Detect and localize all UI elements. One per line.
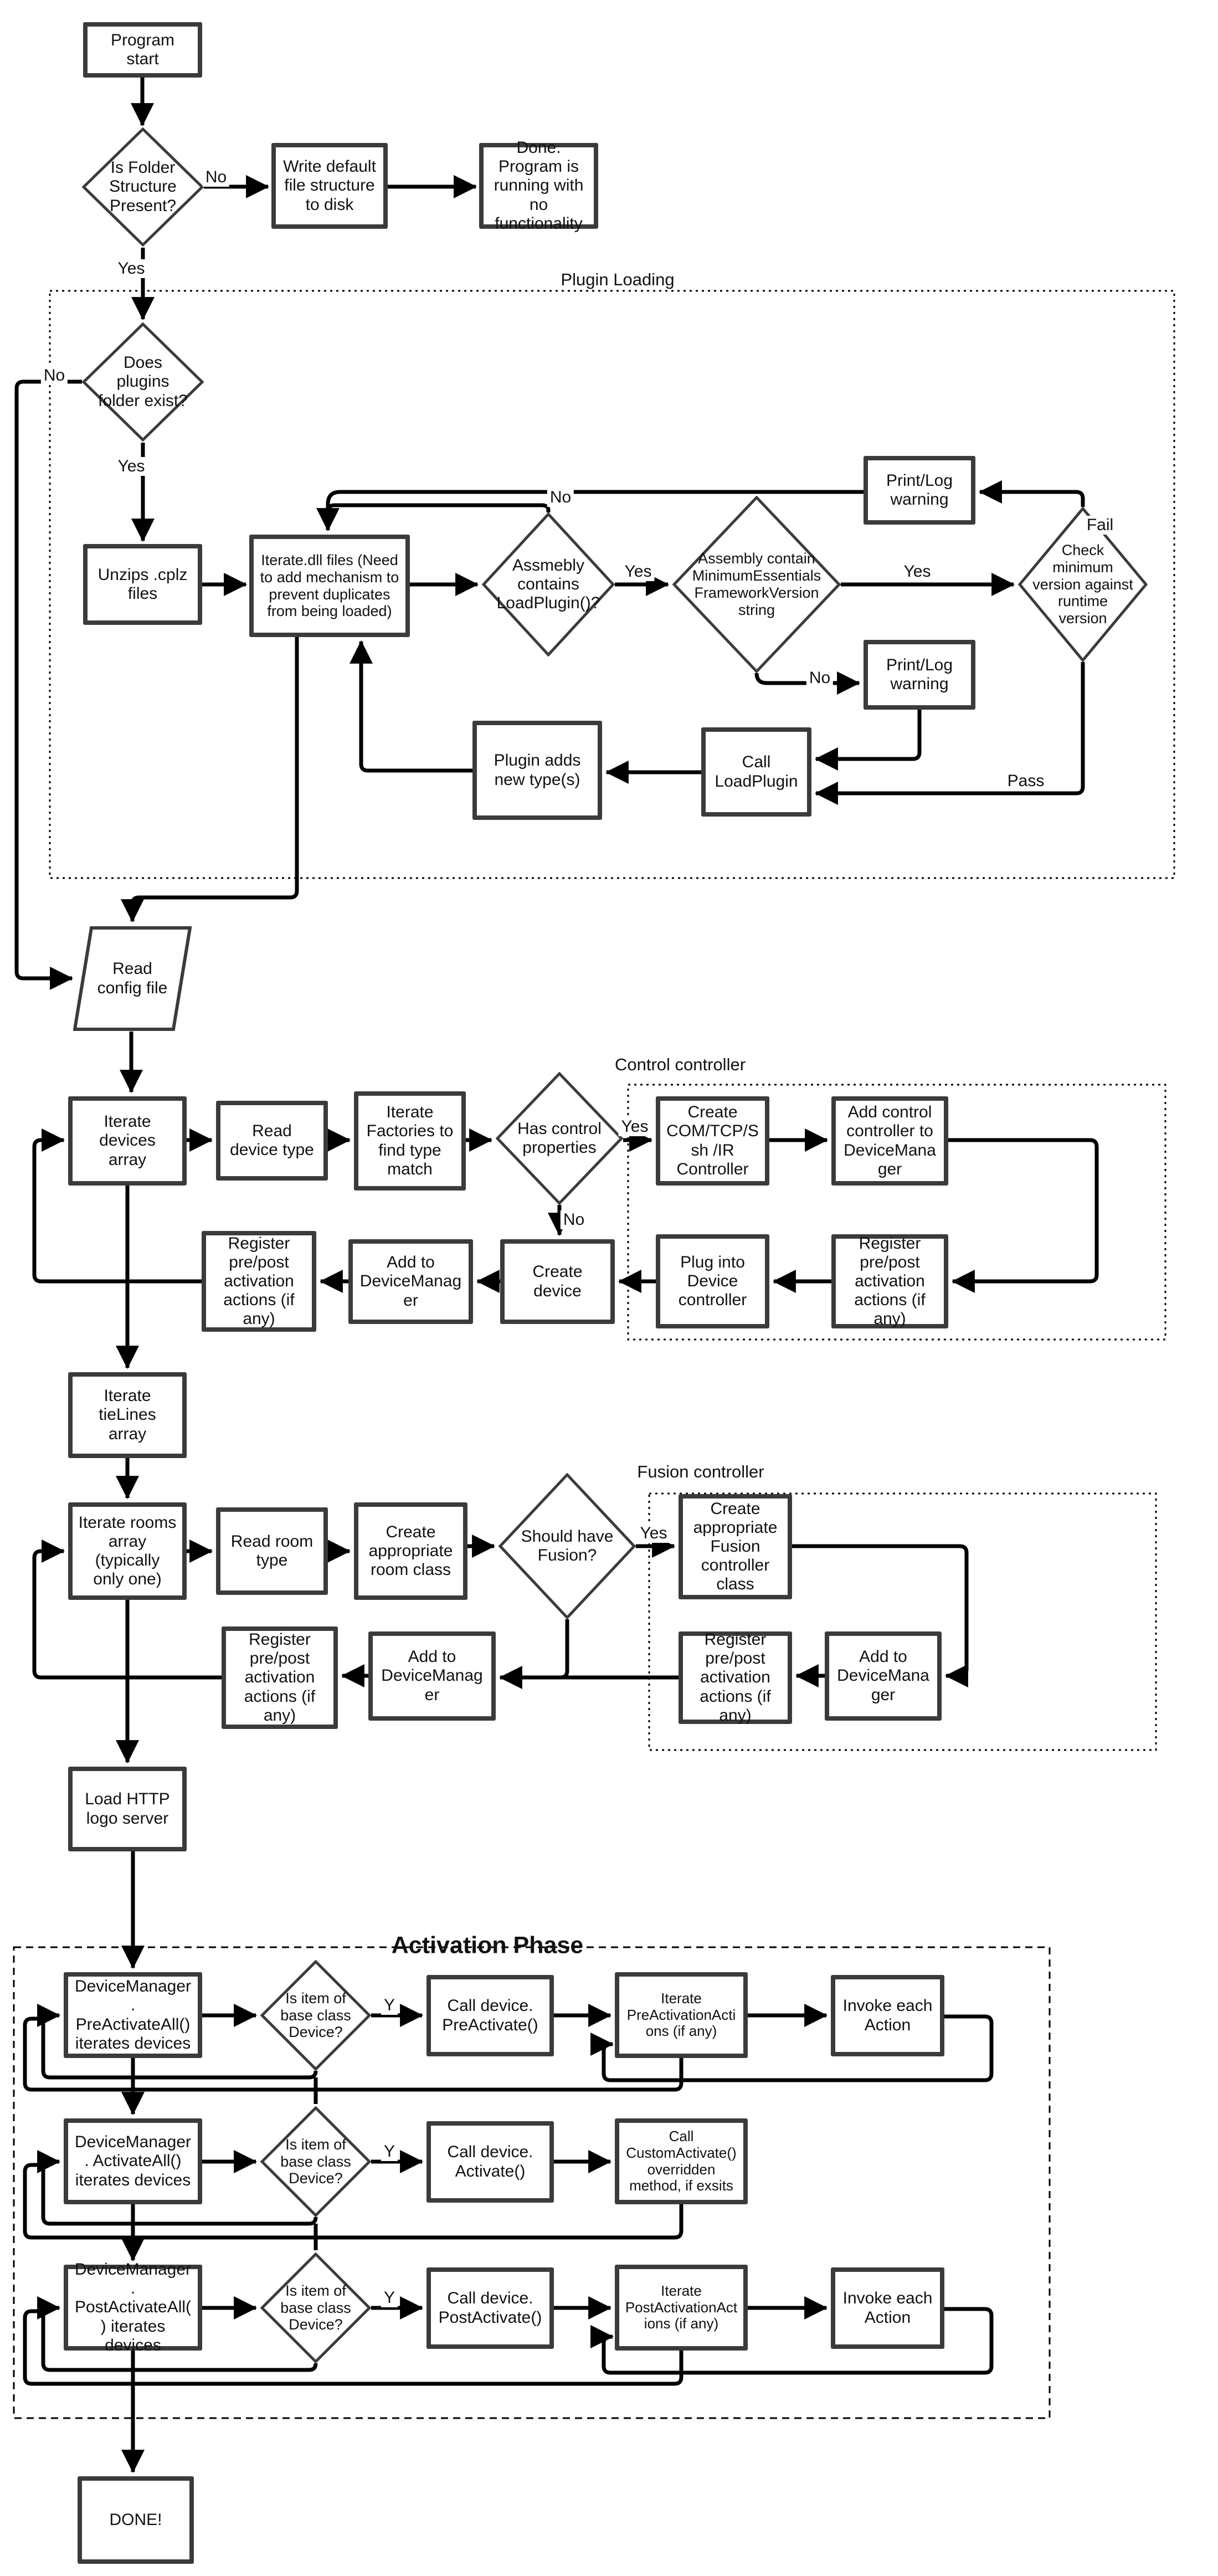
fusion-controller-title: Fusion controller bbox=[637, 1462, 764, 1481]
node-iterate-factories bbox=[354, 1091, 466, 1190]
edge-label-no-11: No bbox=[561, 1210, 587, 1229]
node-label: Done. Program is running with no functionality bbox=[494, 138, 584, 233]
node-label: Invoke each Action bbox=[842, 2289, 933, 2327]
node-print-log-warning-1 bbox=[864, 456, 975, 525]
node-create-appropriate-room-class bbox=[354, 1502, 467, 1600]
node-is-folder-structure-present bbox=[82, 127, 204, 247]
node-done bbox=[78, 2476, 194, 2564]
edge-plugins-no-loop bbox=[17, 382, 82, 978]
node-label: Read device type bbox=[230, 1121, 314, 1159]
edge-label-yes-6: Yes bbox=[901, 562, 934, 581]
node-label: Register pre/post activation actions (if any) bbox=[244, 1630, 316, 1725]
node-label: Register pre/post activation actions (if any) bbox=[854, 1234, 926, 1328]
node-has-control-properties bbox=[496, 1072, 623, 1205]
node-iterate-dll-files bbox=[249, 535, 410, 637]
node-label: DeviceManager. PreActivateAll() iterates devices bbox=[74, 1977, 192, 2052]
node-label: Iterate rooms array (typically only one) bbox=[78, 1513, 177, 1589]
edge-assembly-no-loop bbox=[328, 505, 548, 512]
node-label: Register pre/post activation actions (if any) bbox=[223, 1234, 295, 1328]
edge-label-yes-5: Yes bbox=[622, 562, 655, 581]
edge-label-no-4: No bbox=[547, 488, 574, 507]
node-plug-into-device-controller bbox=[656, 1234, 769, 1328]
node-label: Program start bbox=[110, 30, 175, 68]
node-label: Is item of base class Device? bbox=[280, 2282, 351, 2333]
node-assembly-contains-minversion bbox=[672, 496, 841, 673]
node-register-prepost-rooms bbox=[222, 1626, 338, 1729]
node-load-http-logo-server bbox=[68, 1767, 187, 1851]
node-call-loadplugin bbox=[701, 727, 811, 817]
node-call-device-activate bbox=[426, 2121, 554, 2203]
node-iterate-tielines-array bbox=[68, 1372, 187, 1458]
node-label: Plugin adds new type(s) bbox=[494, 751, 581, 789]
node-label: Register pre/post activation actions (if any) bbox=[700, 1630, 771, 1725]
node-label: DeviceManager. PostActivateAll() iterates devices bbox=[74, 2260, 192, 2354]
node-label: Print/Log warning bbox=[886, 471, 953, 509]
node-read-config-file bbox=[73, 926, 192, 1032]
node-label: Create appropriate room class bbox=[368, 1522, 453, 1579]
node-call-device-preactivate bbox=[426, 1975, 554, 2056]
node-label: Check minimum version against runtime version bbox=[1032, 542, 1133, 627]
edge-addtypes-loop bbox=[361, 642, 472, 771]
node-label: Iterate.dll files (Need to add mechanism to prevent duplicates from being loaded) bbox=[260, 551, 399, 620]
node-label: Has control properties bbox=[517, 1119, 602, 1157]
edge-label-pass-9: Pass bbox=[1005, 772, 1047, 791]
edge-iterate-dll-to-config bbox=[132, 637, 297, 921]
node-label: Create COM/TCP/Ssh /IR Controller bbox=[666, 1103, 759, 1178]
node-add-to-devicemanager-devices bbox=[348, 1239, 473, 1324]
edge-printlog2-to-loadplugin bbox=[816, 710, 919, 759]
node-call-device-postactivate bbox=[426, 2267, 554, 2349]
node-label: Assembly contain MinimumEssentialsFrameworkVersion string bbox=[692, 550, 821, 618]
node-label: Read config file bbox=[97, 959, 168, 997]
edge-label-no-8: No bbox=[806, 669, 833, 687]
node-label: Should have Fusion? bbox=[521, 1527, 614, 1564]
node-label: Call LoadPlugin bbox=[715, 753, 798, 791]
node-devicemanager-postactivateall bbox=[64, 2260, 202, 2354]
edge-label-no-2: No bbox=[41, 366, 68, 385]
node-label: DONE! bbox=[109, 2510, 162, 2529]
node-label: Unzips .cplz files bbox=[97, 565, 188, 603]
node-label: Add control controller to DeviceManager bbox=[844, 1103, 936, 1178]
edge-label-y-15: Y bbox=[381, 2288, 398, 2307]
node-register-prepost-devices bbox=[202, 1231, 316, 1332]
node-label: Write default file structure to disk bbox=[283, 157, 376, 214]
node-unzips-cplz-files bbox=[83, 544, 202, 625]
edge-label-yes-10: Yes bbox=[619, 1117, 651, 1136]
node-call-customactivate bbox=[615, 2118, 748, 2204]
edge-label-fail-7: Fail bbox=[1084, 516, 1116, 535]
edge-label-yes-12: Yes bbox=[638, 1524, 670, 1543]
node-label: DeviceManager. ActivateAll() iterates devices bbox=[74, 2133, 192, 2189]
node-label: Iterate PreActivationActions (if any) bbox=[626, 1990, 736, 2040]
node-label: Call device. PostActivate() bbox=[438, 2289, 542, 2327]
node-check-minimum-version bbox=[1018, 507, 1148, 662]
node-label: Add to DeviceManager bbox=[381, 1648, 483, 1704]
node-label: Add to DeviceManager bbox=[359, 1253, 462, 1310]
node-label: Call device. Activate() bbox=[447, 2143, 533, 2180]
edge-label-y-14: Y bbox=[381, 2142, 398, 2161]
node-program-start bbox=[83, 22, 202, 78]
node-label: Does plugins folder exist? bbox=[98, 353, 188, 410]
activation-phase-title: Activation Phase bbox=[391, 1932, 584, 1959]
edge-fusion-no-merge bbox=[561, 1619, 567, 1677]
node-add-control-controller bbox=[831, 1096, 948, 1186]
plugin-loading-title: Plugin Loading bbox=[561, 270, 675, 289]
node-is-base-class-device-3 bbox=[260, 2252, 371, 2363]
node-add-to-devicemanager-fusion bbox=[825, 1631, 942, 1721]
node-label: Load HTTP logo server bbox=[85, 1790, 170, 1828]
node-label: Plug into Device controller bbox=[678, 1253, 747, 1310]
node-label: Print/Log warning bbox=[886, 655, 953, 693]
node-devicemanager-activateall bbox=[64, 2118, 202, 2204]
node-label: Create device bbox=[532, 1263, 583, 1300]
node-register-prepost-fusion bbox=[679, 1631, 792, 1724]
node-label: Iterate devices array bbox=[99, 1112, 156, 1169]
node-add-to-devicemanager-rooms bbox=[368, 1631, 496, 1721]
node-read-device-type bbox=[216, 1101, 328, 1181]
node-label: Add to DeviceManager bbox=[837, 1648, 929, 1704]
node-create-com-tcp-ssh-ir bbox=[656, 1096, 769, 1186]
node-label: Call device. PreActivate() bbox=[442, 1997, 538, 2034]
node-label: Is item of base class Device? bbox=[280, 2136, 351, 2187]
node-label: Iterate Factories to find type match bbox=[366, 1103, 454, 1178]
edge-addcontrol-to-register bbox=[948, 1140, 1097, 1281]
node-label: Assmebly contains LoadPlugin()? bbox=[496, 556, 600, 613]
node-register-prepost-control bbox=[831, 1234, 948, 1328]
node-label: Invoke each Action bbox=[842, 1997, 933, 2034]
node-devicemanager-preactivateall bbox=[64, 1972, 202, 2058]
node-iterate-postactivationactions bbox=[615, 2265, 748, 2351]
node-label: Iterate tieLines array bbox=[99, 1387, 156, 1443]
node-invoke-each-action-1 bbox=[831, 1975, 944, 2056]
node-print-log-warning-2 bbox=[864, 640, 975, 710]
edge-label-yes-1: Yes bbox=[115, 259, 148, 278]
node-invoke-each-action-3 bbox=[831, 2267, 944, 2349]
node-is-base-class-device-2 bbox=[260, 2106, 371, 2217]
node-iterate-preactivationactions bbox=[615, 1972, 748, 2058]
edge-label-yes-3: Yes bbox=[115, 457, 148, 476]
node-label: Create appropriate Fusion controller class bbox=[693, 1499, 778, 1594]
edge-label-no-0: No bbox=[203, 168, 229, 187]
node-does-plugins-folder-exist bbox=[82, 322, 204, 442]
node-label: Is Folder Structure Present? bbox=[109, 158, 177, 215]
node-should-have-fusion bbox=[498, 1473, 636, 1619]
node-iterate-rooms-array bbox=[68, 1502, 187, 1600]
node-done-no-functionality bbox=[479, 138, 598, 233]
node-write-default-file-structure bbox=[271, 143, 388, 229]
node-label: Is item of base class Device? bbox=[280, 1989, 351, 2041]
node-create-fusion-controller-class bbox=[679, 1494, 792, 1599]
node-assembly-contains-loadplugin bbox=[482, 512, 615, 656]
node-iterate-devices-array bbox=[68, 1096, 187, 1186]
node-create-device bbox=[500, 1239, 615, 1324]
node-read-room-type bbox=[216, 1507, 328, 1595]
node-plugin-adds-new-types bbox=[472, 721, 602, 820]
node-label: Iterate PostActivationActions (if any) bbox=[625, 2282, 738, 2332]
control-controller-title: Control controller bbox=[614, 1055, 746, 1074]
node-label: Read room type bbox=[230, 1532, 314, 1569]
edge-checkver-fail bbox=[980, 492, 1083, 507]
node-label: Call CustomActivate() overridden method, if exsits bbox=[626, 2128, 737, 2194]
edge-label-y-13: Y bbox=[381, 1996, 398, 2015]
node-is-base-class-device-1 bbox=[260, 1960, 371, 2071]
